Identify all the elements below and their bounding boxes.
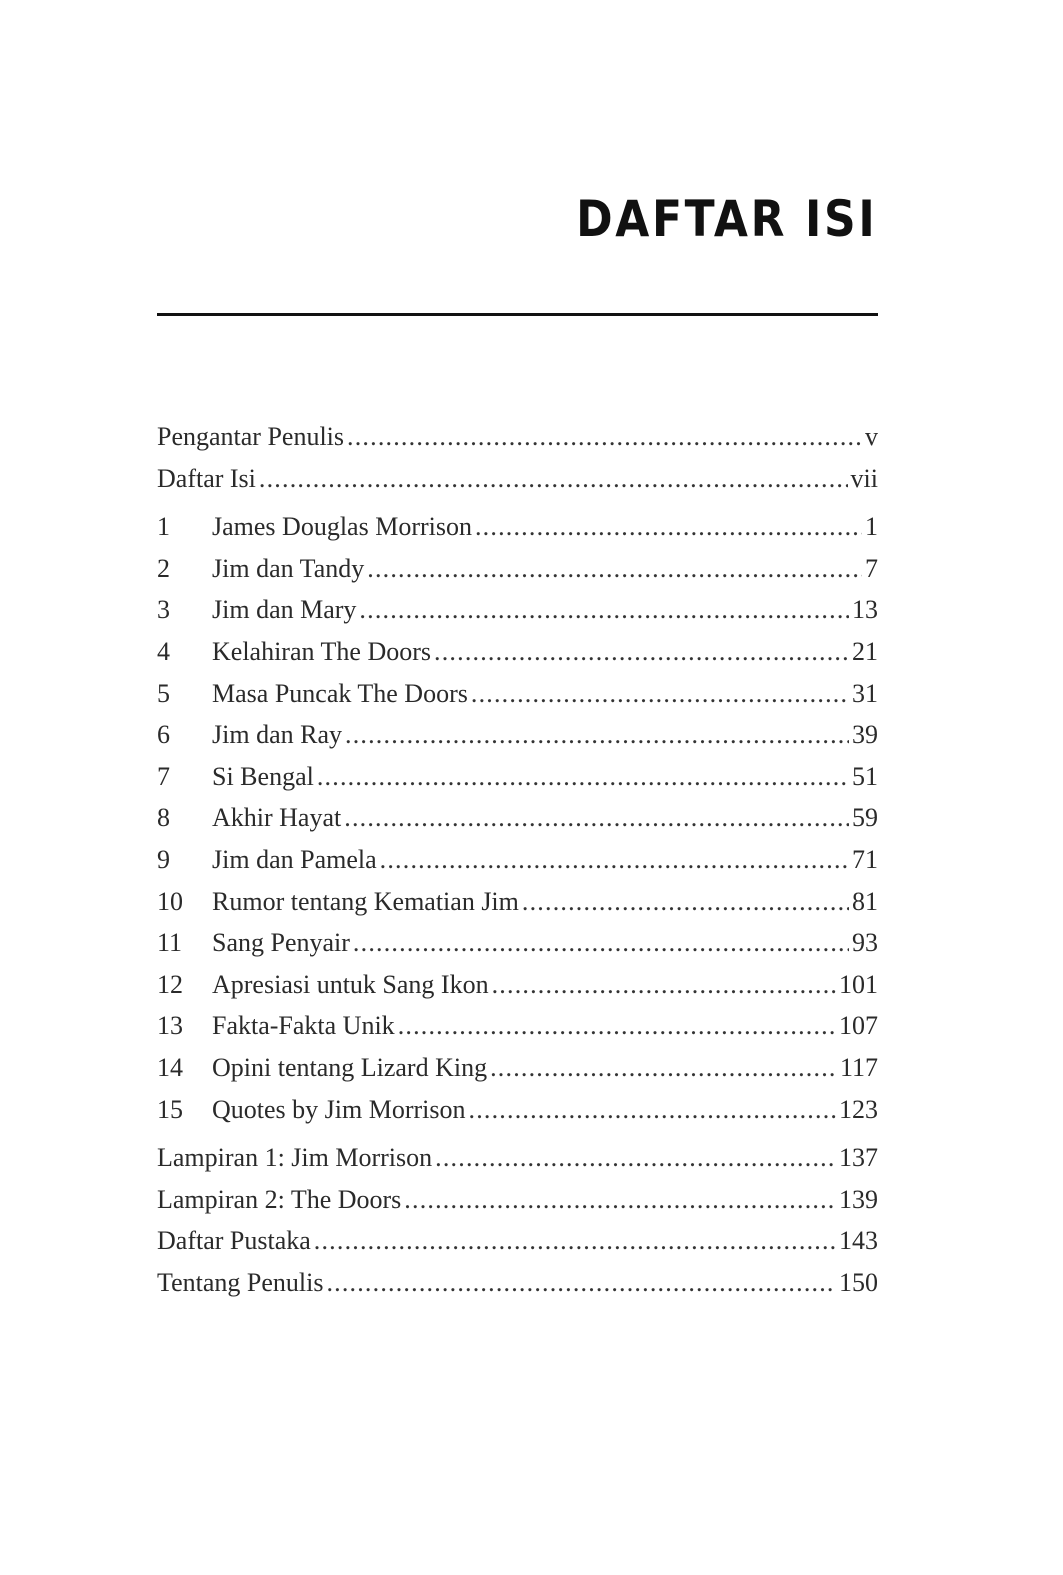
toc-chapter-10[interactable] — [157, 881, 878, 923]
chapter-number: 7 — [157, 761, 170, 791]
toc-entry-page: 117 — [839, 1052, 878, 1082]
toc-leader-dots — [326, 1262, 836, 1304]
toc-entry-page: 39 — [852, 720, 878, 750]
toc-entry-label: Si Bengal — [212, 761, 314, 791]
toc-chapter-3[interactable] — [157, 589, 878, 631]
toc-leader-dots — [490, 1047, 837, 1089]
toc-leader-dots — [359, 589, 849, 631]
chapter-number: 2 — [157, 553, 170, 583]
toc-leader-dots — [492, 964, 836, 1006]
toc-entry-page: 81 — [852, 886, 878, 916]
toc-entry-label: Opini tentang Lizard King — [212, 1052, 488, 1082]
toc-leader-dots — [347, 416, 862, 458]
toc-chapter-5[interactable] — [157, 673, 878, 715]
toc-leader-dots — [345, 714, 849, 756]
toc-leader-dots — [471, 673, 849, 715]
toc-entry-page: 137 — [839, 1143, 878, 1173]
toc-entry-label: Fakta-Fakta Unik — [212, 1011, 395, 1041]
table-of-contents — [157, 416, 878, 1303]
toc-leader-dots — [404, 1179, 836, 1221]
toc-leader-dots — [398, 1005, 836, 1047]
toc-entry-page: vii — [850, 463, 878, 493]
toc-entry-label: Jim dan Tandy — [212, 553, 365, 583]
chapter-number: 8 — [157, 803, 170, 833]
toc-entry-page: 107 — [839, 1011, 878, 1041]
toc-leader-dots — [435, 1137, 836, 1179]
toc-entry-label: Akhir Hayat — [212, 803, 342, 833]
toc-chapter-1[interactable] — [157, 506, 878, 548]
toc-entry-page: 31 — [852, 678, 878, 708]
toc-entry-label: Tentang Penulis — [157, 1267, 324, 1297]
toc-entry-page: v — [865, 422, 878, 451]
toc-entry-page: 59 — [852, 803, 878, 833]
toc-entry-page: 1 — [865, 512, 878, 542]
toc-chapter-6[interactable] — [157, 714, 878, 756]
toc-entry-label: Jim dan Ray — [212, 720, 342, 750]
toc-entry-label: Sang Penyair — [212, 928, 350, 958]
chapter-number: 6 — [157, 720, 170, 750]
toc-entry-page: 93 — [852, 928, 878, 958]
toc-entry-page: 51 — [852, 761, 878, 791]
toc-chapter-2[interactable] — [157, 548, 878, 590]
toc-entry-label: Quotes by Jim Morrison — [212, 1094, 466, 1124]
toc-leader-dots — [344, 797, 849, 839]
toc-entry-label: Kelahiran The Doors — [212, 636, 432, 666]
toc-entry-label: James Douglas Morrison — [212, 512, 472, 542]
toc-leader-dots — [475, 506, 862, 548]
toc-entry-label: Daftar Pustaka — [157, 1226, 311, 1256]
toc-entry-label: Daftar Isi — [157, 463, 256, 493]
toc-leader-dots — [259, 458, 848, 500]
title-divider — [157, 313, 878, 316]
chapter-number: 9 — [157, 844, 170, 874]
toc-leader-dots — [367, 548, 862, 590]
toc-entry-back-2[interactable] — [157, 1179, 878, 1221]
toc-chapter-11[interactable] — [157, 922, 878, 964]
chapter-number: 3 — [157, 595, 170, 625]
toc-entry-back-4[interactable] — [157, 1262, 878, 1304]
toc-entry-label: Apresiasi untuk Sang Ikon — [212, 969, 489, 999]
toc-entry-page: 7 — [865, 553, 878, 583]
chapter-number: 12 — [157, 969, 183, 999]
toc-entry-label: Rumor tentang Kematian Jim — [212, 886, 519, 916]
toc-entry-page: 101 — [839, 969, 878, 999]
chapter-number: 11 — [157, 928, 183, 958]
toc-entry-page: 13 — [852, 595, 878, 625]
toc-chapter-15[interactable] — [157, 1089, 878, 1131]
toc-entry-label: Lampiran 1: Jim Morrison — [157, 1143, 433, 1173]
toc-entry-back-3[interactable] — [157, 1220, 878, 1262]
toc-leader-dots — [380, 839, 849, 881]
toc-entry-label: Lampiran 2: The Doors — [157, 1184, 402, 1214]
chapter-number: 13 — [157, 1011, 183, 1041]
toc-entry-label: Pengantar Penulis — [157, 422, 345, 451]
toc-chapter-7[interactable] — [157, 756, 878, 798]
toc-entry-label: Jim dan Mary — [212, 595, 357, 625]
toc-entry-page: 21 — [852, 636, 878, 666]
toc-entry-page: 123 — [839, 1094, 878, 1124]
toc-entry-page: 150 — [839, 1267, 878, 1297]
toc-entry-front-2[interactable] — [157, 458, 878, 500]
toc-chapter-12[interactable] — [157, 964, 878, 1006]
toc-leader-dots — [353, 922, 849, 964]
toc-leader-dots — [522, 881, 849, 923]
page-title: DAFTAR ISI — [575, 190, 877, 248]
toc-chapter-14[interactable] — [157, 1047, 878, 1089]
toc-leader-dots — [434, 631, 849, 673]
chapter-number: 10 — [157, 886, 183, 916]
chapter-number: 14 — [157, 1052, 183, 1082]
toc-chapter-8[interactable] — [157, 797, 878, 839]
toc-leader-dots — [317, 756, 849, 798]
chapter-number: 15 — [157, 1094, 183, 1124]
toc-leader-dots — [314, 1220, 836, 1262]
toc-entry-page: 143 — [839, 1226, 878, 1256]
chapter-number: 1 — [157, 512, 170, 542]
chapter-number: 4 — [157, 636, 170, 666]
chapter-number: 5 — [157, 678, 170, 708]
toc-entry-back-1[interactable] — [157, 1137, 878, 1179]
toc-entry-front-1[interactable] — [157, 416, 878, 458]
toc-entry-label: Masa Puncak The Doors — [212, 678, 468, 708]
toc-chapter-13[interactable] — [157, 1005, 878, 1047]
toc-entry-label: Jim dan Pamela — [212, 844, 377, 874]
toc-chapter-9[interactable] — [157, 839, 878, 881]
toc-entry-page: 139 — [839, 1184, 878, 1214]
toc-chapter-4[interactable] — [157, 631, 878, 673]
toc-entry-page: 71 — [852, 844, 878, 874]
toc-leader-dots — [469, 1089, 837, 1131]
